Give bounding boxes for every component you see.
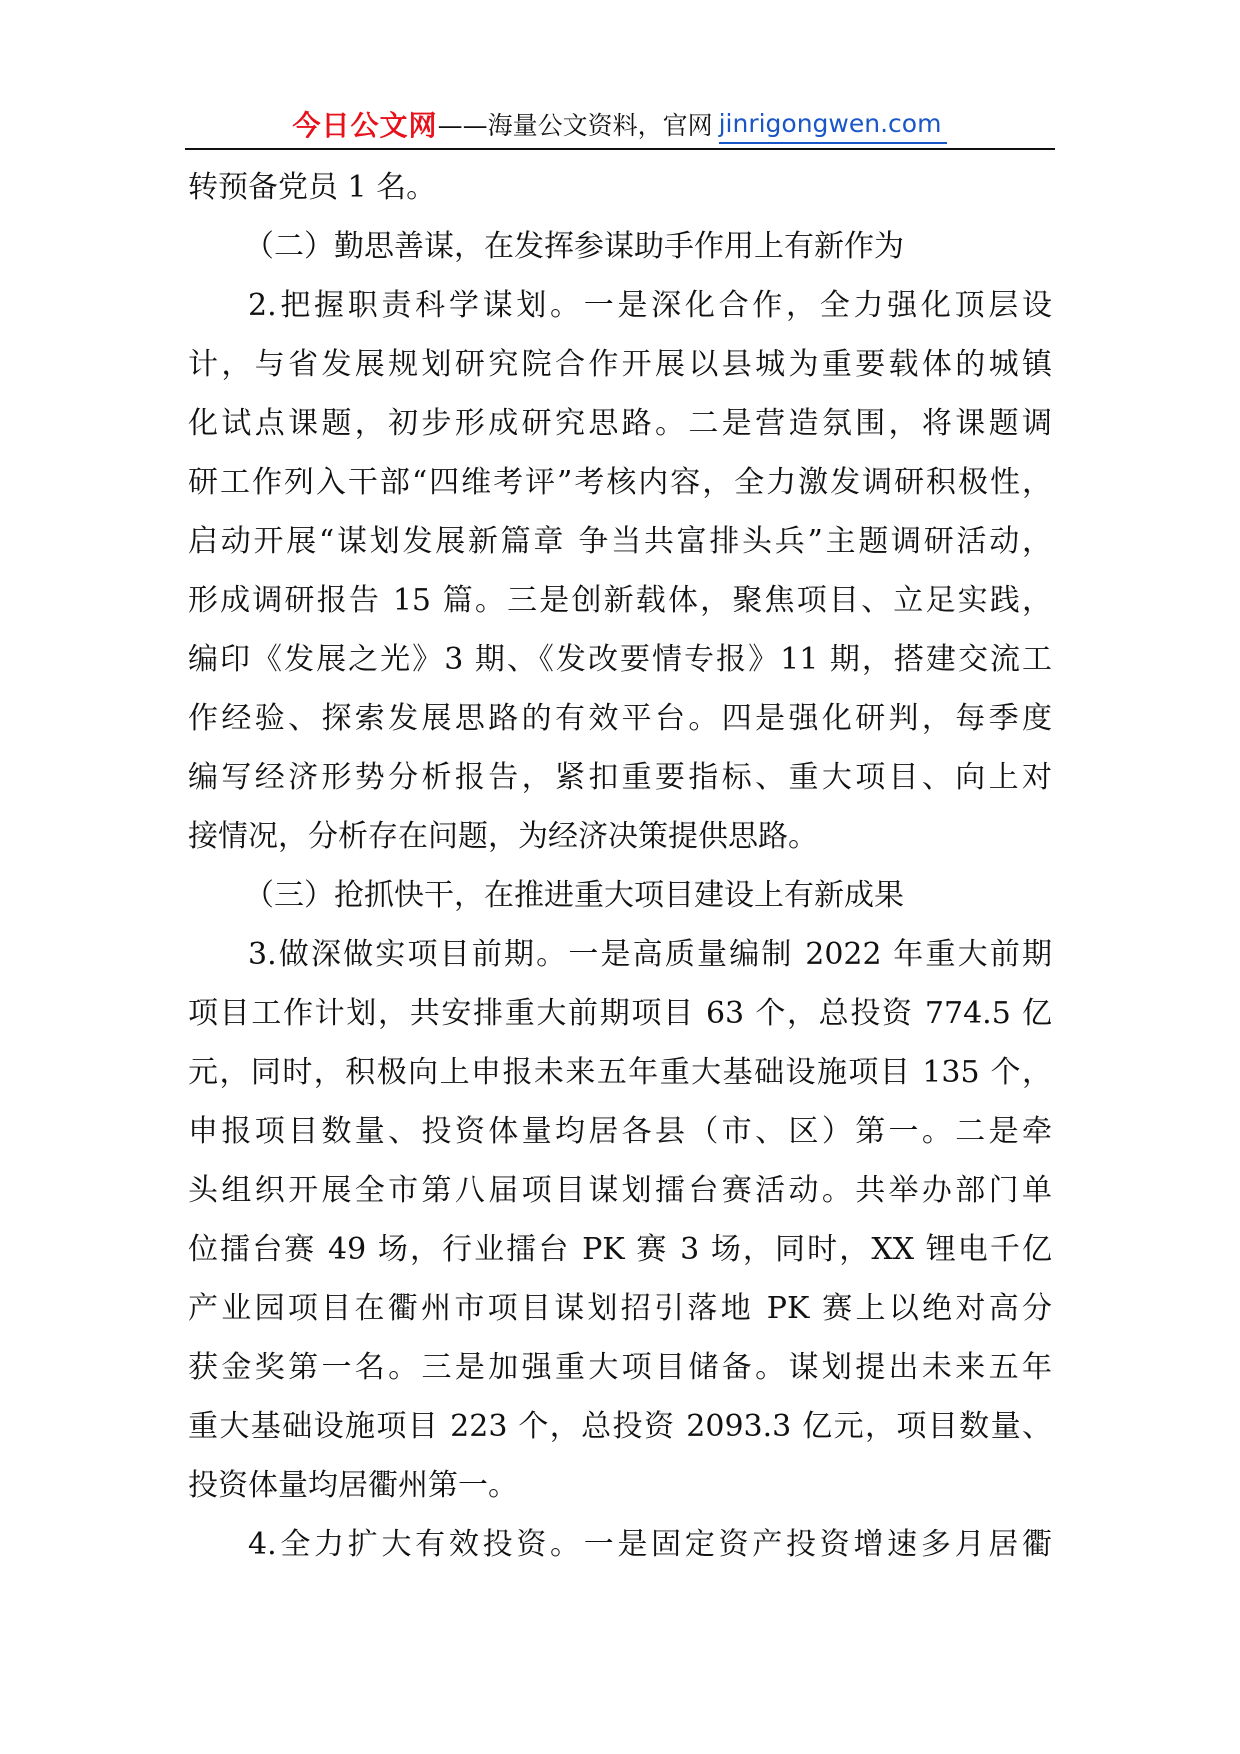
paragraph-line: 重大基础设施项目 223 个，总投资 2093.3 亿元，项目数量、 (188, 1409, 1052, 1444)
paragraph-line: 作经验、探索发展思路的有效平台。四是强化研判，每季度 (188, 701, 1052, 736)
paragraph-line: 2.把握职责科学谋划。一是深化合作，全力强化顶层设 (248, 288, 1052, 323)
site-tagline: ——海量公文资料，官网 (437, 111, 713, 140)
paragraph-line: 产业园项目在衢州市项目谋划招引落地 PK 赛上以绝对高分 (188, 1291, 1052, 1326)
paragraph-line: 4.全力扩大有效投资。一是固定资产投资增速多月居衢 (248, 1527, 1052, 1562)
paragraph-line: 头组织开展全市第八届项目谋划擂台赛活动。共举办部门单 (188, 1173, 1052, 1208)
paragraph-line: 获金奖第一名。三是加强重大项目储备。谋划提出未来五年 (188, 1350, 1052, 1385)
section-heading: （三）抢抓快干，在推进重大项目建设上有新成果 (244, 878, 904, 913)
paragraph-line: 3.做深做实项目前期。一是高质量编制 2022 年重大前期 (248, 937, 1052, 972)
paragraph-line: 接情况，分析存在问题，为经济决策提供思路。 (188, 819, 818, 854)
paragraph-line: 启动开展“谋划发展新篇章 争当共富排头兵”主题调研活动， (188, 524, 1052, 559)
paragraph-line: 投资体量均居衢州第一。 (188, 1468, 518, 1503)
paragraph-line: 研工作列入干部“四维考评”考核内容，全力激发调研积极性， (188, 465, 1052, 500)
paragraph-line: 编写经济形势分析报告，紧扣重要指标、重大项目、向上对 (188, 760, 1052, 795)
paragraph-line: 元，同时，积极向上申报未来五年重大基础设施项目 135 个， (188, 1055, 1052, 1090)
paragraph-line: 计，与省发展规划研究院合作开展以县城为重要载体的城镇 (188, 347, 1052, 382)
paragraph-line: 申报项目数量、投资体量均居各县（市、区）第一。二是牵 (188, 1114, 1052, 1149)
paragraph-line: 化试点课题，初步形成研究思路。二是营造氛围，将课题调 (188, 406, 1052, 441)
site-url-link[interactable]: jinrigongwen.com (719, 106, 948, 144)
paragraph-line: 编印《发展之光》3 期、《发改要情专报》11 期，搭建交流工 (188, 642, 1052, 677)
paragraph-line: 项目工作计划，共安排重大前期项目 63 个，总投资 774.5 亿 (188, 996, 1052, 1031)
document-body (188, 158, 1052, 1574)
paragraph-line: 形成调研报告 15 篇。三是创新载体，聚焦项目、立足实践， (188, 583, 1052, 618)
site-header (185, 104, 1055, 144)
site-brand: 今日公文网 (292, 109, 438, 142)
paragraph-line: 位擂台赛 49 场，行业擂台 PK 赛 3 场，同时，XX 锂电千亿 (188, 1232, 1052, 1267)
section-heading: （二）勤思善谋，在发挥参谋助手作用上有新作为 (244, 229, 904, 264)
header-divider (185, 148, 1055, 150)
paragraph-line: 转预备党员 1 名。 (188, 170, 437, 205)
